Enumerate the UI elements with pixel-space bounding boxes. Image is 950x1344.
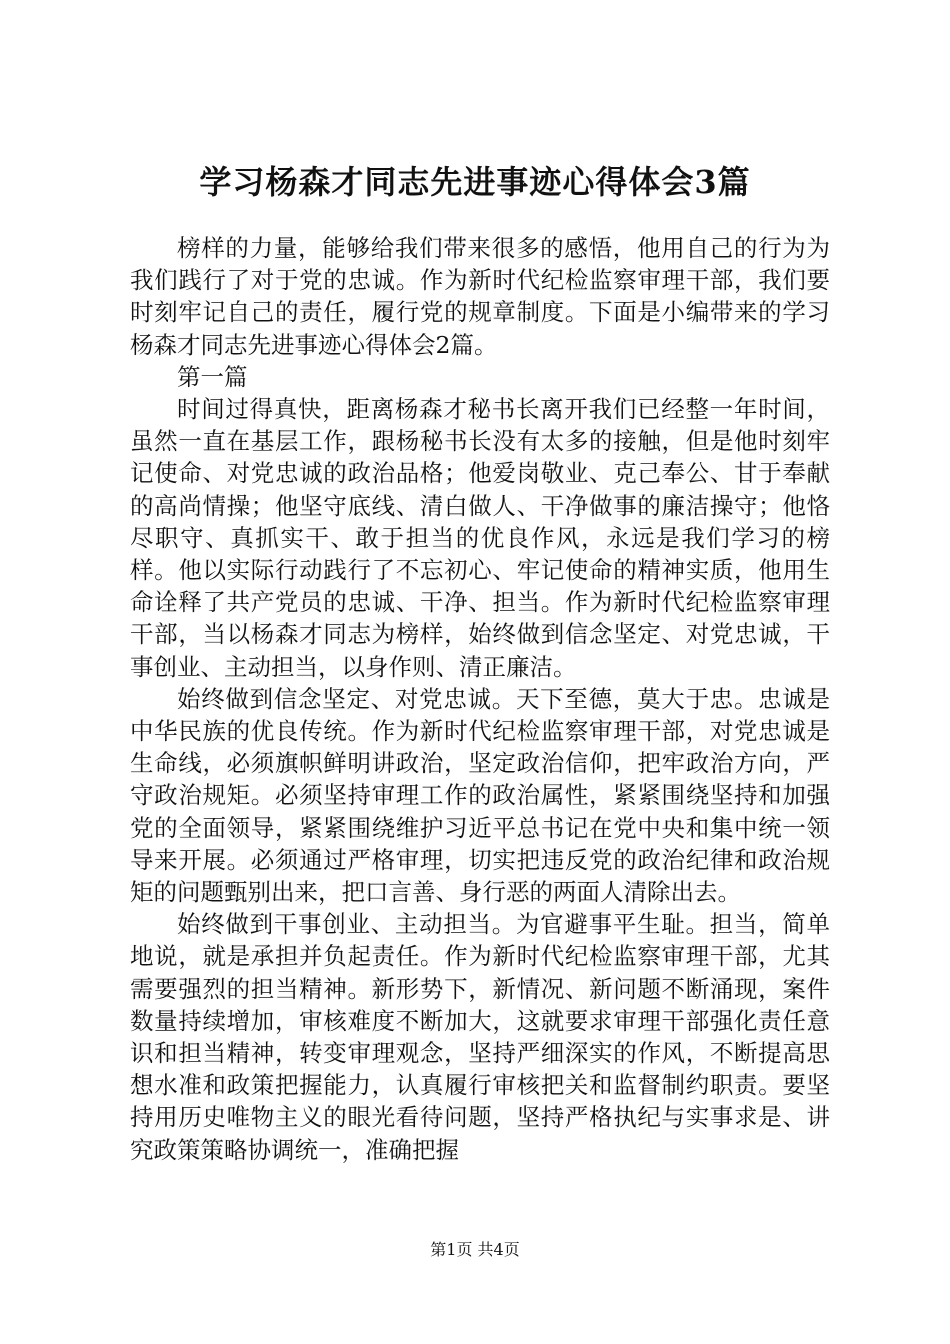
document-body xyxy=(130,232,830,1166)
section-heading: 第一篇 xyxy=(177,362,248,391)
paragraph: 始终做到干事创业、主动担当。为官避事平生耻。担当，简单地说，就是承担并负起责任。作为新时代纪检监察审理干部，尤其需要强烈的担当精神。新形势下，新情况、新问题不断涌现，案件数量持续增加，审核难度不断加大，这就要求审理干部强化责任意识和担当精神，转变审理观念，坚持严细深实的作风，不断提高思想水准和政策把握能力，认真履行审核把关和监督制约职责。要坚持用历史唯物主义的眼光看待问题，坚持严格执纪与实事求是、讲究政策策略协调统一，准确把握 xyxy=(130,910,830,1164)
document-title: 学习杨森才同志先进事迹心得体会3篇 xyxy=(199,163,751,201)
page-number-footer: 第1页 共4页 xyxy=(430,1240,520,1259)
paragraph: 始终做到信念坚定、对党忠诚。天下至德，莫大于忠。忠诚是中华民族的优良传统。作为新时代纪检监察审理干部，对党忠诚是生命线，必须旗帜鲜明讲政治，坚定政治信仰，把牢政治方向，严守政治规矩。必须坚持审理工作的政治属性，紧紧围绕坚持和加强党的全面领导，紧紧围绕维护习近平总书记在党中央和集中统一领导来开展。必须通过严格审理，切实把违反党的政治纪律和政治规矩的问题甄别出来，把口言善、身行恶的两面人清除出去。 xyxy=(130,684,830,907)
paragraph: 时间过得真快，距离杨森才秘书长离开我们已经整一年时间，虽然一直在基层工作，跟杨秘书长没有太多的接触，但是他时刻牢记使命、对党忠诚的政治品格；他爱岗敬业、克己奉公、甘于奉献的高尚情操；他坚守底线、清白做人、干净做事的廉洁操守；他恪尽职守、真抓实干、敢于担当的优良作风，永远是我们学习的榜样。他以实际行动践行了不忘初心、牢记使命的精神实质，他用生命诠释了共产党员的忠诚、干净、担当。作为新时代纪检监察审理干部，当以杨森才同志为榜样，始终做到信念坚定、对党忠诚，干事创业、主动担当，以身作则、清正廉洁。 xyxy=(130,395,830,681)
paragraph-intro: 榜样的力量，能够给我们带来很多的感悟，他用自己的行为为我们践行了对于党的忠诚。作为新时代纪检监察审理干部，我们要时刻牢记自己的责任，履行党的规章制度。下面是小编带来的学习杨森才同志先进事迹心得体会2篇。 xyxy=(130,234,830,359)
